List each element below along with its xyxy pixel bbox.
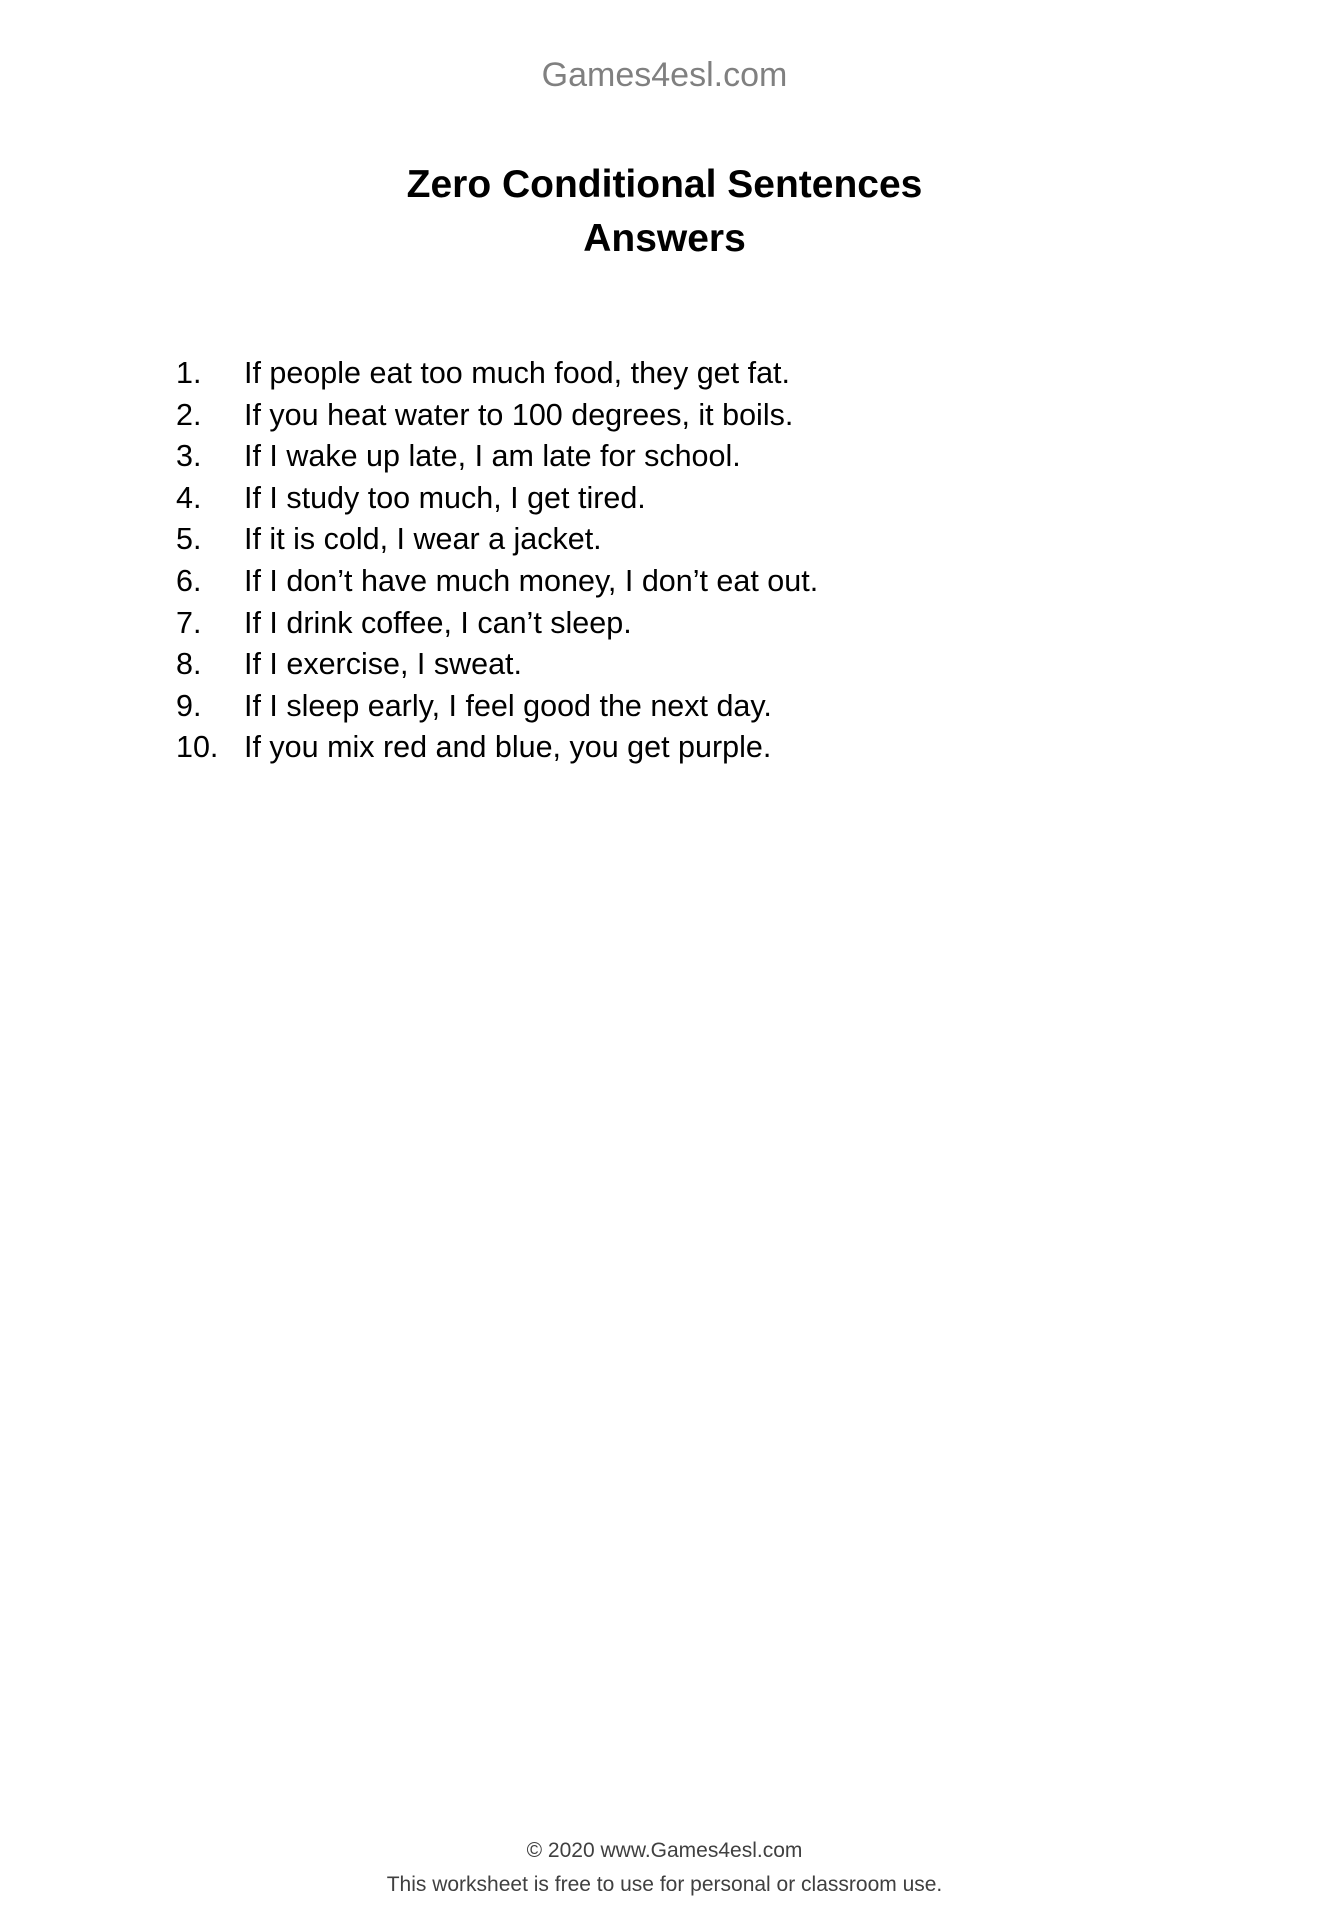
item-number: 3. <box>176 439 202 474</box>
item-number: 4. <box>176 480 202 515</box>
item-number: 6. <box>176 563 202 598</box>
page-title <box>0 158 1329 266</box>
item-number: 9. <box>176 688 202 723</box>
list-item <box>176 478 1176 520</box>
item-number: 1. <box>176 356 202 390</box>
list-item <box>176 561 1176 603</box>
item-number: 7. <box>176 605 202 640</box>
item-number: 10. <box>176 730 219 765</box>
item-number: 5. <box>176 522 202 557</box>
list-item <box>176 686 1176 728</box>
item-text: If I study too much, I get tired. <box>244 480 646 515</box>
footer-notice: This worksheet is free to use for personal or classroom use. <box>386 1873 943 1896</box>
answer-list <box>176 353 1176 769</box>
list-item <box>176 603 1176 645</box>
title-line-2: Answers <box>583 217 746 260</box>
footer <box>0 1834 1329 1902</box>
item-number: 8. <box>176 647 202 682</box>
item-number: 2. <box>176 397 202 432</box>
item-text: If you mix red and blue, you get purple. <box>244 730 772 765</box>
item-text: If I exercise, I sweat. <box>244 647 522 682</box>
item-text: If I sleep early, I feel good the next day. <box>244 688 772 723</box>
item-text: If I drink coffee, I can’t sleep. <box>244 605 632 640</box>
item-text: If I don’t have much money, I don’t eat out. <box>244 563 819 598</box>
list-item <box>176 644 1176 686</box>
item-text: If it is cold, I wear a jacket. <box>244 522 602 557</box>
list-item <box>176 519 1176 561</box>
item-text: If you heat water to 100 degrees, it boils. <box>244 397 794 432</box>
footer-copyright: © 2020 www.Games4esl.com <box>526 1839 803 1862</box>
title-line-1: Zero Conditional Sentences <box>406 163 923 206</box>
item-text: If I wake up late, I am late for school. <box>244 439 741 474</box>
list-item <box>176 727 1176 769</box>
list-item <box>176 436 1176 478</box>
list-item <box>176 353 1176 395</box>
item-text: If people eat too much food, they get fat. <box>244 356 790 390</box>
list-item <box>176 395 1176 437</box>
site-header: Games4esl.com <box>541 56 788 94</box>
